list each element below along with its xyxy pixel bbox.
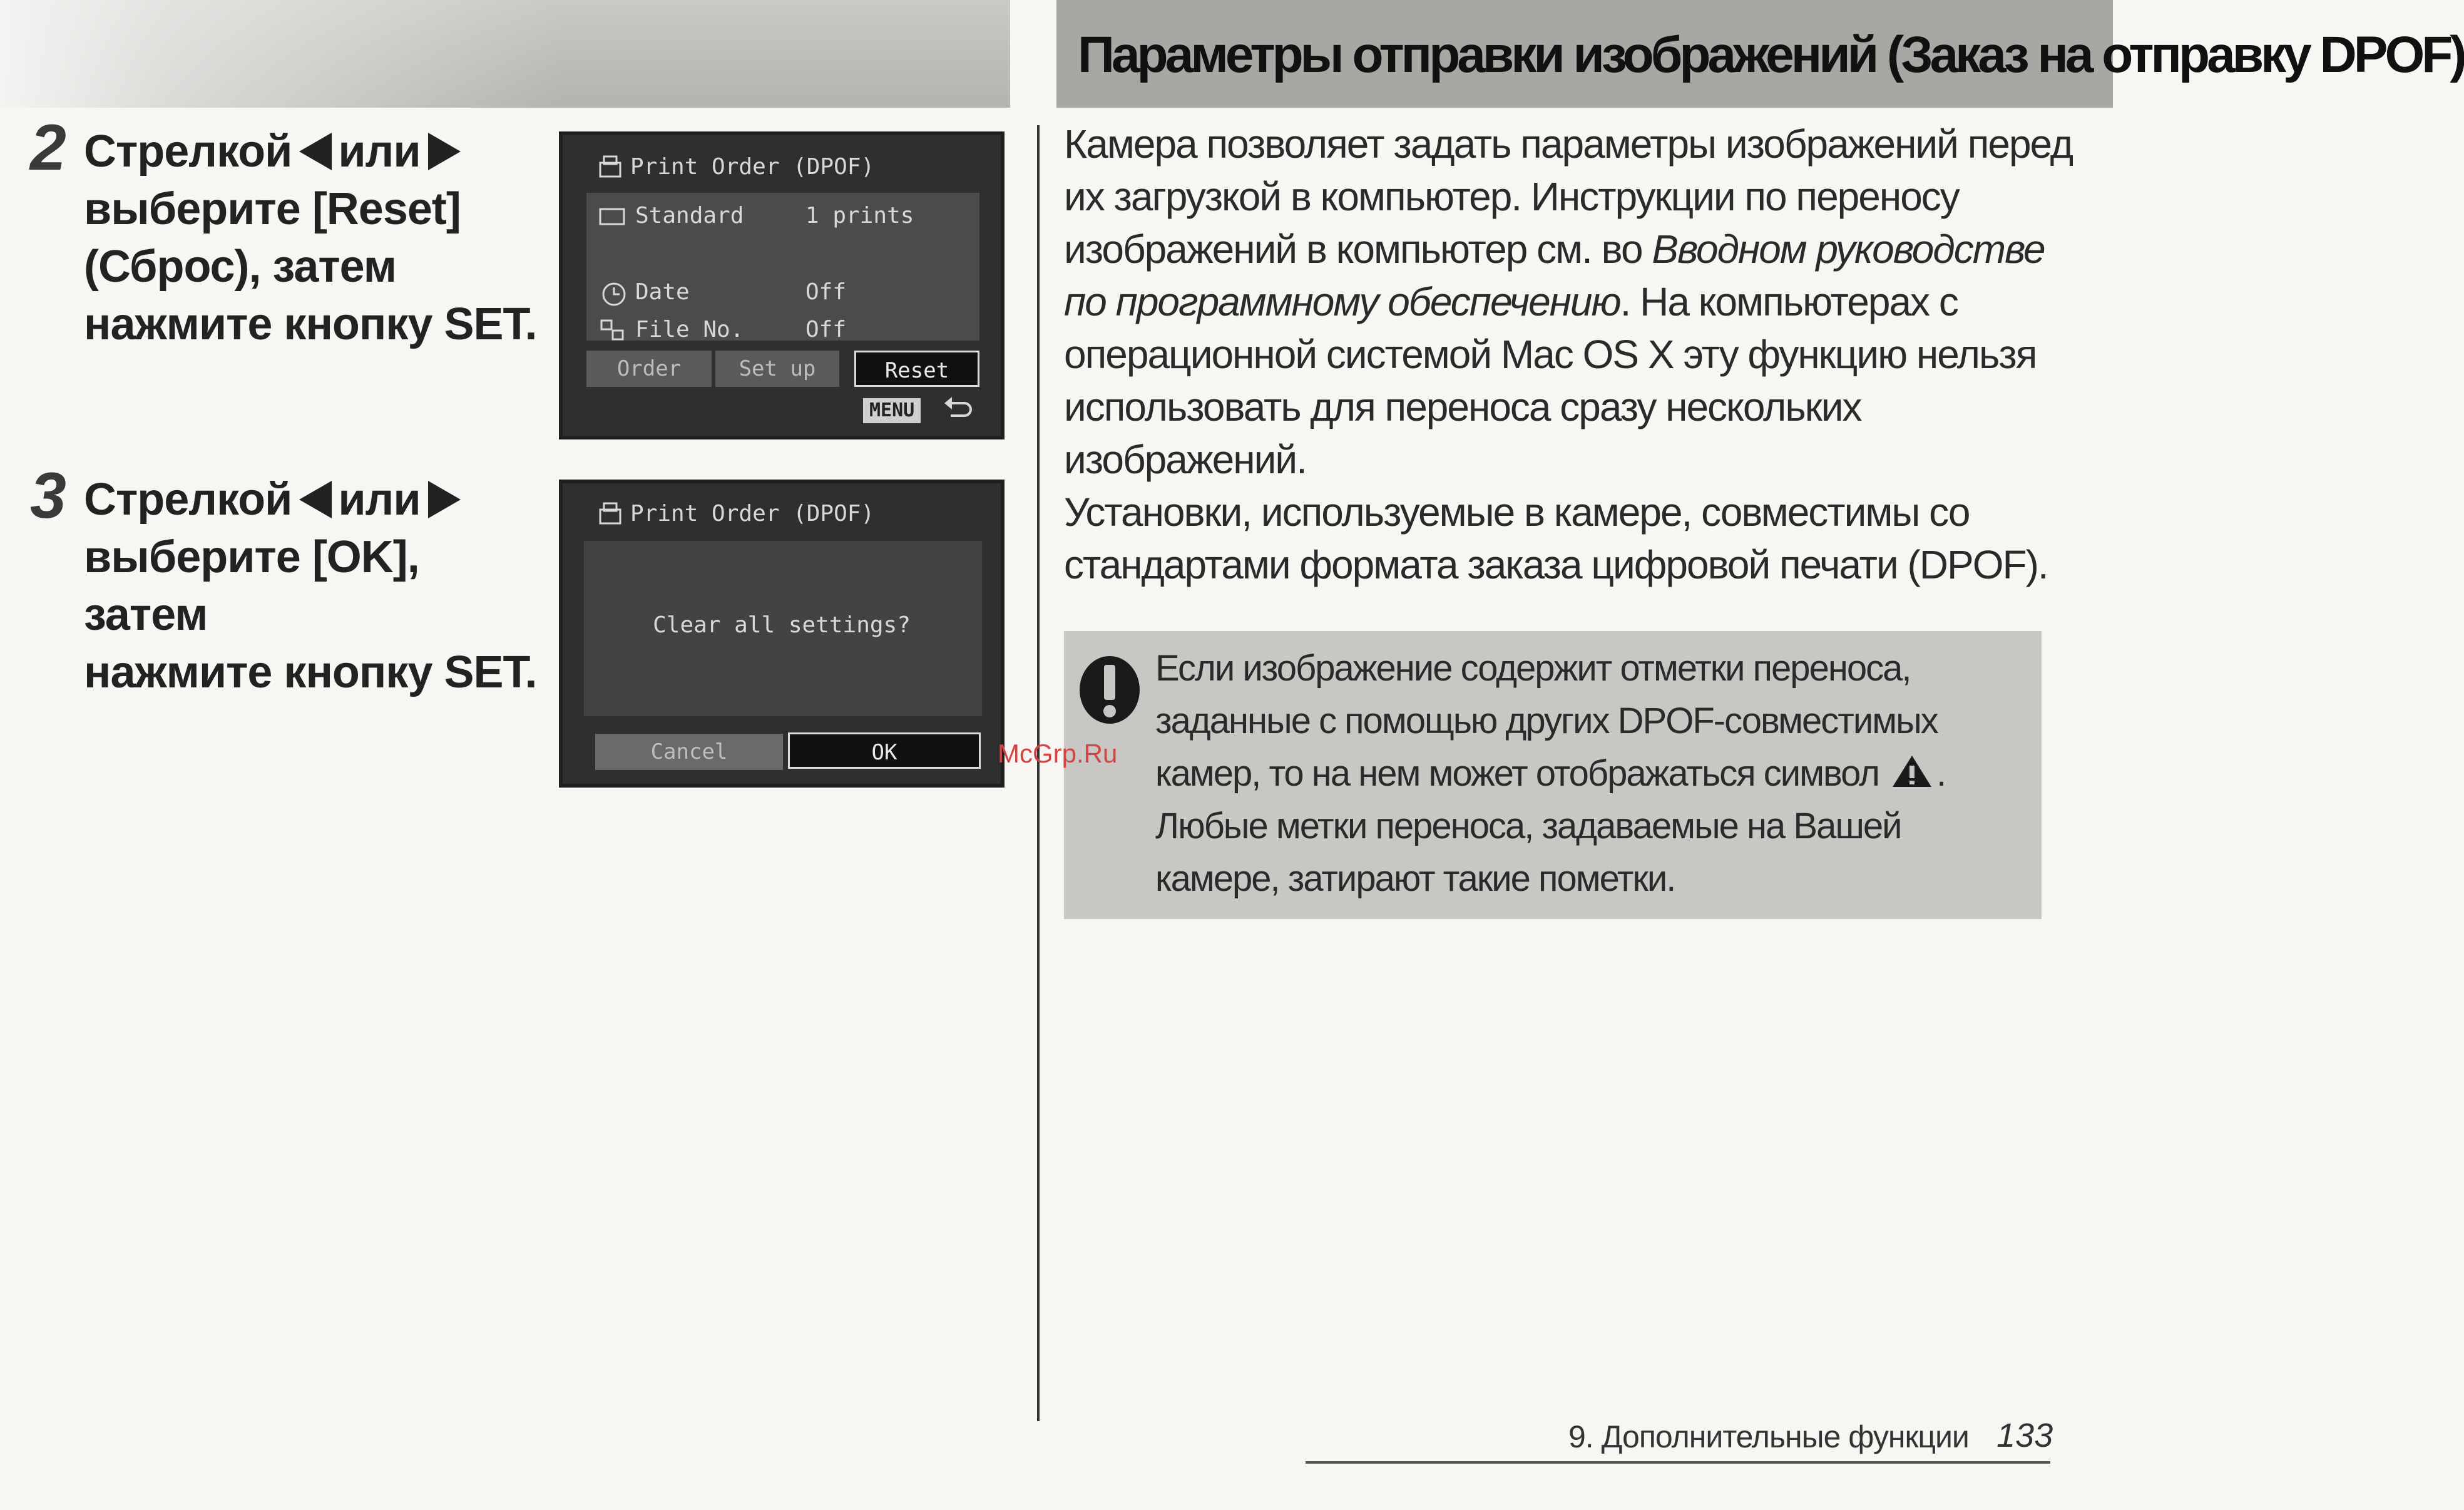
menu-button[interactable]: MENU	[863, 398, 921, 423]
watermark: McGrp.Ru	[998, 739, 1118, 768]
paragraph-2: Установки, используемые в камере, совместимы со стандартами формата заказа цифровой печати (DPOF).	[1064, 490, 2048, 587]
step-2-number: 2	[30, 111, 66, 184]
step-3-number: 3	[30, 460, 66, 532]
left-header-bar	[0, 0, 1010, 108]
column-divider	[1037, 125, 1040, 1421]
caution-icon	[1075, 651, 1144, 732]
clock-icon	[600, 280, 628, 308]
section-title: Параметры отправки изображений (Заказ на отправку DPOF)	[1078, 26, 2464, 83]
left-arrow-icon	[299, 481, 332, 518]
standard-value: 1 prints	[805, 203, 914, 229]
tab-reset[interactable]: Reset	[854, 351, 979, 387]
step-3-text	[84, 471, 547, 701]
print-order-icon	[596, 154, 624, 182]
file-no-label: File No.	[635, 317, 744, 342]
clear-settings-message: Clear all settings?	[653, 612, 911, 638]
step-2-line3: (Сброс), затем	[84, 242, 397, 292]
step-2-line2: выберите [Reset]	[84, 184, 461, 234]
paragraph-1: Камера позволяет задать параметры изображений перед их загрузкой в компьютер. Инструкции по переносу изображений в компьютер см. во Вводном руководстве по программному обеспечению. На компьютерах с операционной системой Mac OS X эту функцию нельзя использовать для переноса сразу нескольких изображений.	[1064, 121, 2073, 482]
step-2-text	[84, 123, 547, 353]
step-2-line1-a: Стрелкой	[84, 126, 292, 177]
screen2-title: Print Order (DPOF)	[630, 501, 875, 526]
print-order-icon	[596, 501, 624, 528]
tab-set-up[interactable]: Set up	[715, 351, 839, 387]
camera-screen-reset	[559, 131, 1005, 439]
left-arrow-icon	[299, 133, 332, 170]
date-label: Date	[635, 279, 690, 305]
standard-print-icon	[598, 205, 628, 228]
step-3-line1-a: Стрелкой	[84, 475, 292, 525]
step-2-line4: нажмите кнопку SET.	[84, 299, 537, 349]
warning-triangle-icon	[1890, 753, 1934, 789]
tab-order[interactable]: Order	[586, 351, 712, 387]
step-2-line1-b: или	[338, 126, 421, 177]
date-value: Off	[805, 279, 847, 305]
caution-text: Если изображение содержит отметки переноса, заданные с помощью других DPOF-совместимых камер, то на нем может отображаться символ . Любые метки переноса, задаваемые на Вашей камере, затирают такие пометки.	[1155, 648, 1946, 899]
ok-button[interactable]: OK	[788, 732, 981, 769]
camera-screen-clear	[559, 480, 1005, 788]
step-3-line1-b: или	[338, 475, 421, 525]
page-number: 133	[1996, 1417, 2053, 1454]
return-icon	[942, 394, 976, 426]
step-3-line3: нажмите кнопку SET.	[84, 647, 537, 697]
footer-rule	[1306, 1461, 2050, 1464]
step-3-line2: выберите [OK], затем	[84, 532, 419, 640]
body-text	[1064, 118, 2078, 591]
file-number-icon	[599, 318, 626, 343]
screen1-title: Print Order (DPOF)	[630, 154, 875, 180]
right-arrow-icon	[428, 133, 461, 170]
standard-label: Standard	[635, 203, 744, 229]
file-no-value: Off	[805, 317, 847, 342]
software-guide-reference: Вводном руководстве по программному обеспечению	[1064, 227, 2045, 324]
right-arrow-icon	[428, 481, 461, 518]
cancel-button[interactable]: Cancel	[595, 734, 783, 770]
footer-chapter: 9. Дополнительные функции	[1568, 1419, 1969, 1454]
